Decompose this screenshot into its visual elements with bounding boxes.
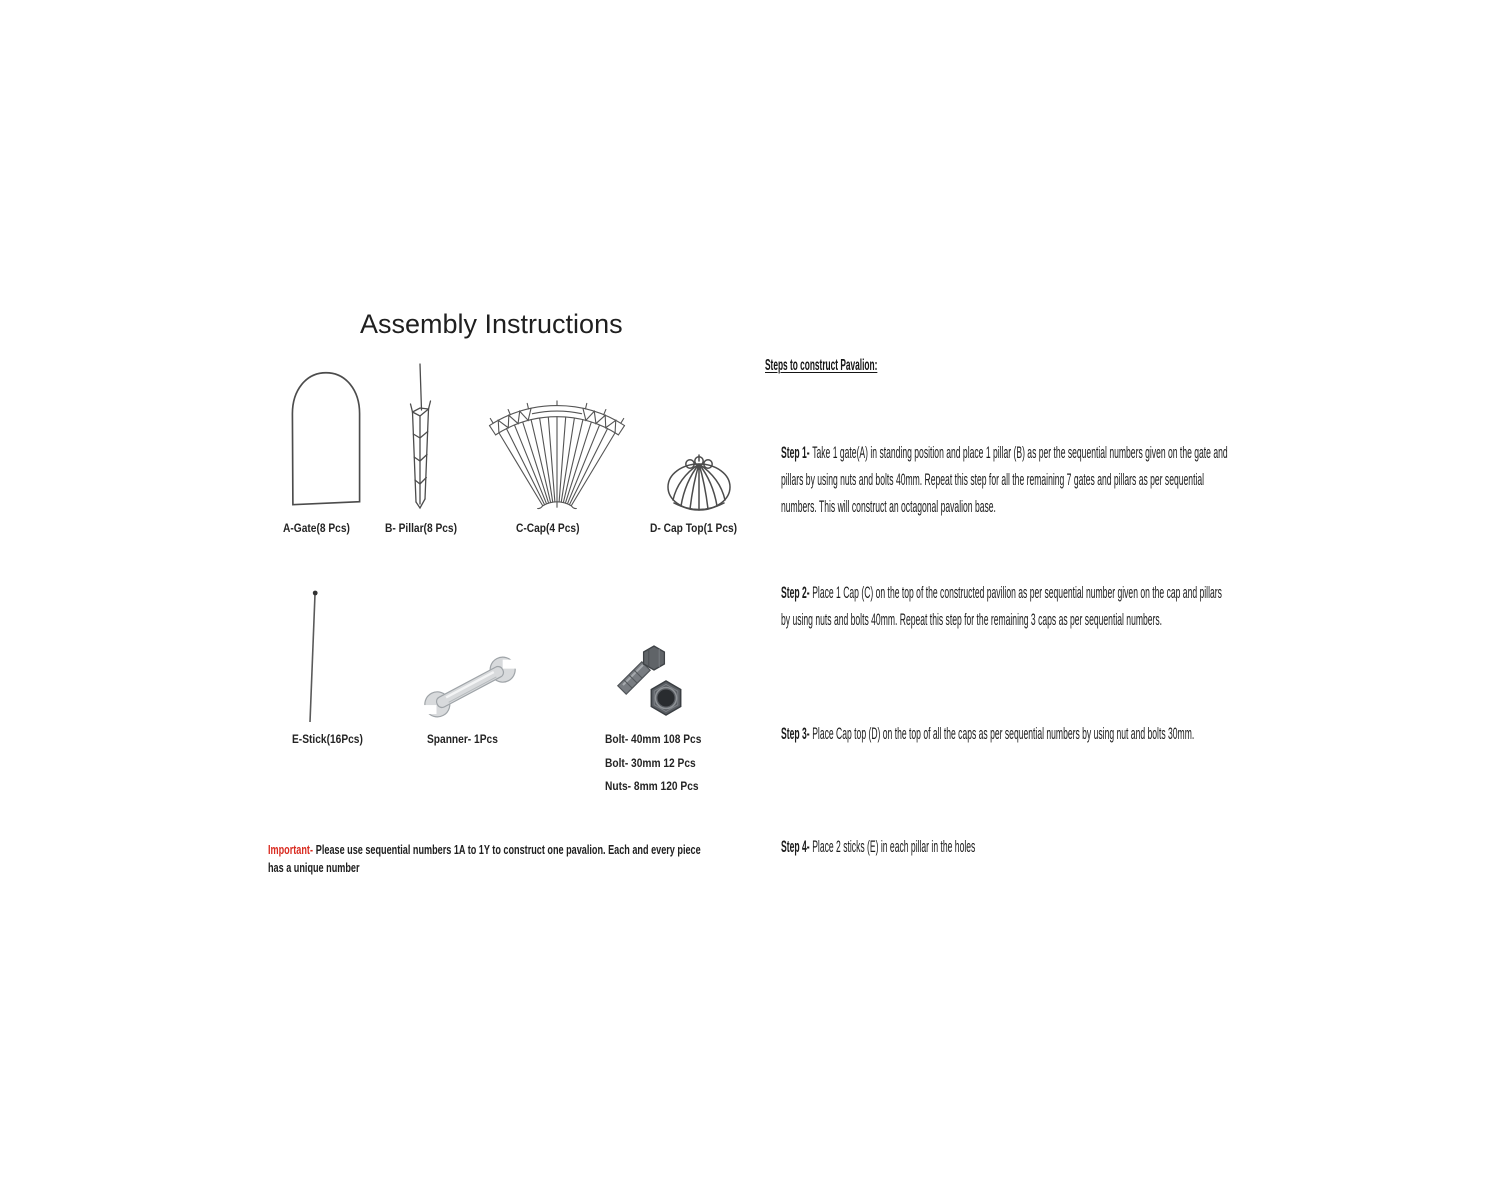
hardware-label-bolt-30mm: Bolt- 30mm 12 Pcs (605, 756, 696, 770)
important-note (268, 841, 716, 876)
dome-cap-top-icon (660, 454, 738, 514)
page-title: Assembly Instructions (360, 309, 623, 339)
step-1-label: Step 1- (781, 444, 810, 462)
hardware-label-bolt-40mm: Bolt- 40mm 108 Pcs (605, 732, 702, 746)
step-4-text: Place 2 sticks (E) in each pillar in the holes (812, 838, 976, 856)
part-label-cap: C-Cap(4 Pcs) (516, 521, 580, 535)
step-2-text: Place 1 Cap (C) on the top of the constructed pavilion as per sequential number given on the cap and pillars by using nuts and bolts 40mm. Repeat this step for the remaining 3 caps as per sequential numbers. (781, 584, 1222, 629)
step-4 (781, 834, 1228, 861)
step-2-label: Step 2- (781, 584, 810, 602)
hardware-label-nuts-8mm: Nuts- 8mm 120 Pcs (605, 779, 699, 793)
spanner-icon (420, 650, 520, 724)
step-1 (781, 440, 1228, 521)
step-3-text: Place Cap top (D) on the top of all the caps as per sequential numbers by using nut and bolts 30mm. (812, 725, 1195, 743)
pillar-icon (404, 362, 436, 510)
step-4-label: Step 4- (781, 838, 810, 856)
step-3 (781, 721, 1228, 748)
step-3-label: Step 3- (781, 725, 810, 743)
gate-arch-icon (289, 366, 363, 508)
fan-cap-icon (483, 400, 631, 511)
step-2 (781, 580, 1228, 634)
important-text: Please use sequential numbers 1A to 1Y to construct one pavalion. Each and every piece has a unique number (268, 842, 701, 875)
part-label-spanner: Spanner- 1Pcs (427, 732, 498, 746)
part-label-pillar: B- Pillar(8 Pcs) (385, 521, 457, 535)
part-label-cap-top: D- Cap Top(1 Pcs) (650, 521, 738, 535)
steps-heading: Steps to construct Pavalion: (765, 357, 878, 374)
step-1-text: Take 1 gate(A) in standing position and place 1 pillar (B) as per the sequential numbers given on the gate and pillars by using nuts and bolts 40mm. Repeat this step for all the remaining 7 gates and pillars as per sequential numbers. This will construct an octagonal pavalion base. (781, 444, 1228, 516)
part-label-stick: E-Stick(16Pcs) (292, 732, 363, 746)
stick-icon (306, 588, 320, 726)
important-prefix: Important- (268, 842, 313, 857)
part-label-gate: A-Gate(8 Pcs) (283, 521, 350, 535)
bolt-nut-icon (610, 644, 686, 720)
